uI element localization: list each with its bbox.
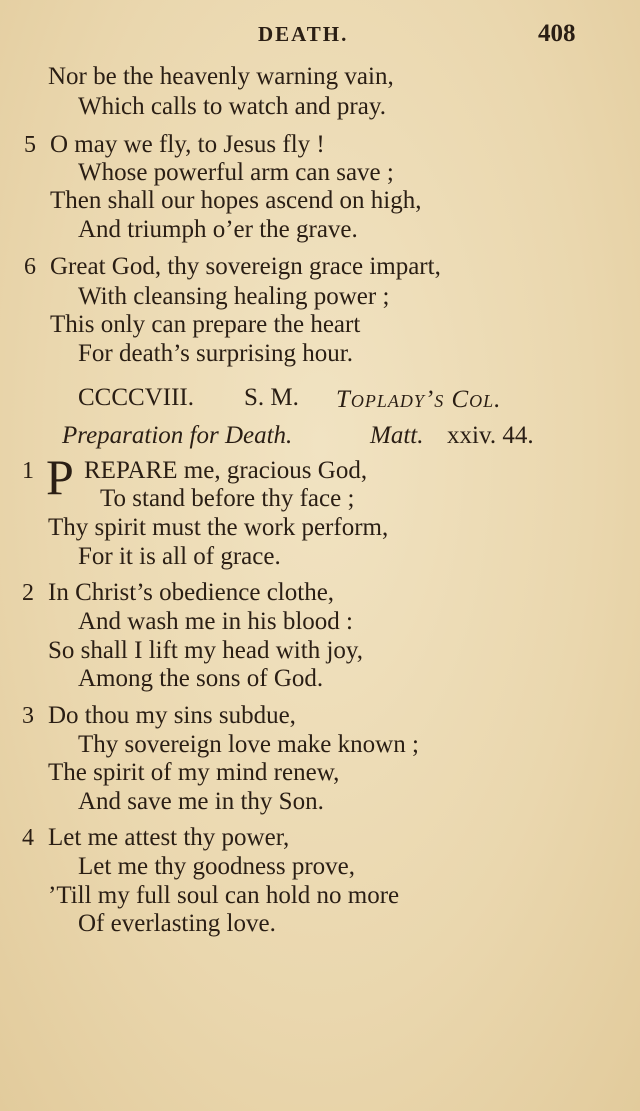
verse-line: For it is all of grace. [78, 543, 281, 570]
verse-line: In Christ’s obedience clothe, [48, 579, 335, 606]
scripture-verse: xxiv. 44. [447, 422, 534, 449]
verse-line: Whose powerful arm can save ; [78, 159, 394, 186]
scripture-book: Matt. [370, 422, 424, 449]
hymn-subtitle: Preparation for Death. [62, 422, 293, 449]
stanza-number: 1 [22, 458, 34, 484]
verse-line: This only can prepare the heart [50, 311, 361, 338]
hymn-source: Toplady’s Col. [336, 386, 502, 413]
stanza-number: 5 [24, 132, 36, 158]
stanza-number: 6 [24, 254, 36, 280]
page-number: 408 [538, 20, 576, 47]
verse-line: Thy sovereign love make known ; [78, 731, 419, 758]
verse-line: O may we fly, to Jesus fly ! [50, 131, 325, 158]
verse-line: Great God, thy sovereign grace impart, [50, 253, 441, 280]
verse-line: Among the sons of God. [78, 665, 324, 692]
stanza-number: 4 [22, 825, 34, 851]
verse-line: And triumph o’er the grave. [78, 216, 358, 243]
verse-line: Of everlasting love. [78, 910, 276, 937]
verse-line: ’Till my full soul can hold no more [48, 882, 400, 909]
verse-line: Which calls to watch and pray. [78, 93, 386, 120]
verse-line: Nor be the heavenly warning vain, [48, 63, 394, 90]
running-header-title: DEATH. [258, 22, 349, 46]
stanza-number: 2 [22, 580, 34, 606]
verse-line: And wash me in his blood : [78, 608, 353, 635]
verse-line: For death’s surprising hour. [78, 340, 353, 367]
verse-line: With cleansing healing power ; [78, 283, 390, 310]
verse-line: REPARE me, gracious God, [84, 457, 368, 484]
verse-line: Let me thy goodness prove, [78, 853, 356, 880]
hymn-meter: S. M. [244, 384, 299, 411]
verse-line: The spirit of my mind renew, [48, 759, 340, 786]
verse-line: Thy spirit must the work perform, [48, 514, 389, 541]
verse-line: Do thou my sins subdue, [48, 702, 296, 729]
verse-line: So shall I lift my head with joy, [48, 637, 364, 664]
verse-line: And save me in thy Son. [78, 788, 324, 815]
verse-line: To stand before thy face ; [100, 485, 355, 512]
hymn-number: CCCCVIII. [78, 384, 194, 411]
drop-cap: P [46, 449, 74, 505]
stanza-number: 3 [22, 703, 34, 729]
verse-line: Let me attest thy power, [48, 824, 290, 851]
verse-line: Then shall our hopes ascend on high, [50, 187, 422, 214]
